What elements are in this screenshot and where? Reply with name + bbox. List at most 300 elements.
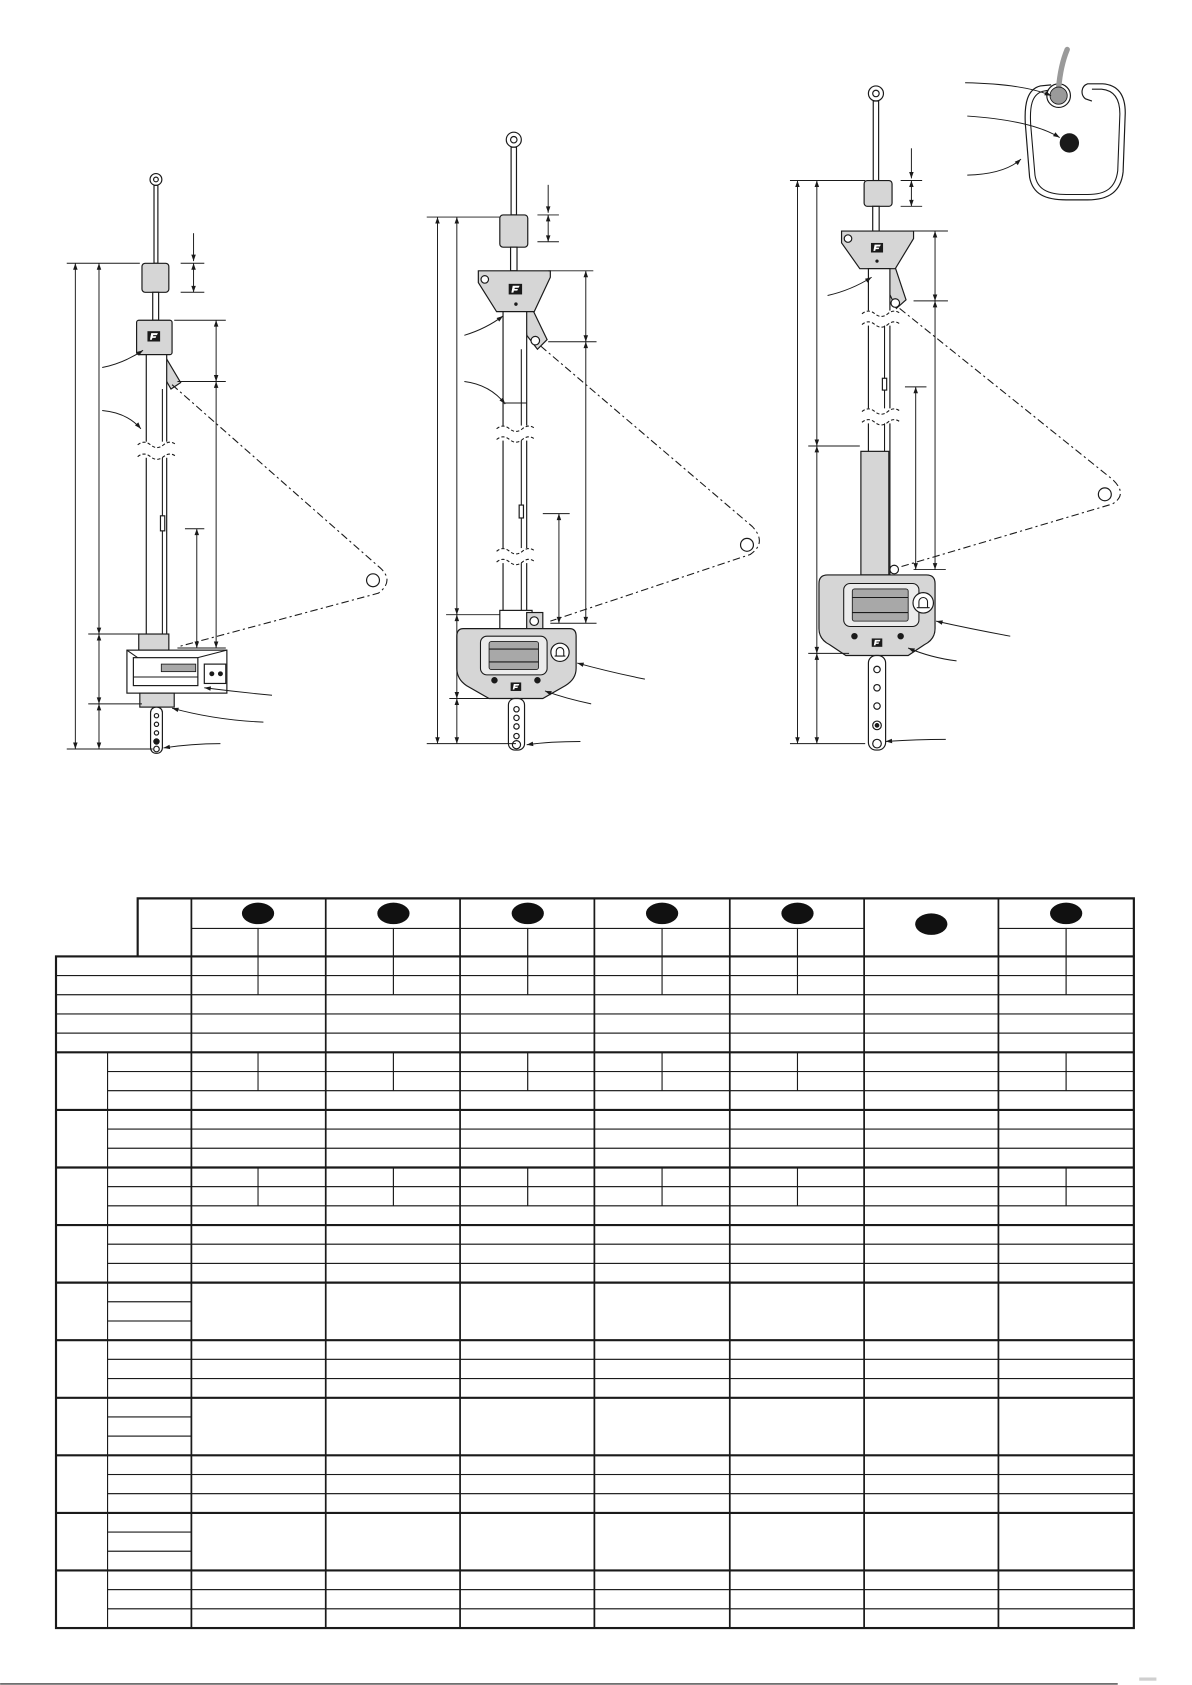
table-cell <box>460 1225 594 1244</box>
table-cell <box>258 1072 326 1091</box>
row-label-cell <box>56 976 191 995</box>
table-cell <box>460 1398 594 1456</box>
table-cell <box>326 1455 460 1474</box>
forestay-wire <box>154 185 158 263</box>
table-cell <box>326 1206 460 1225</box>
guide-roller <box>209 671 214 676</box>
table-cell <box>998 1340 1133 1359</box>
swivel-shaft <box>511 247 517 271</box>
table-cell <box>864 1455 998 1474</box>
table-cell <box>326 1513 460 1571</box>
table-cell <box>864 1513 998 1571</box>
row-label-cell <box>108 1379 192 1398</box>
table-cell <box>594 1014 729 1033</box>
table-cell <box>864 1379 998 1398</box>
strap-hole <box>154 714 158 718</box>
table-cell <box>730 1206 864 1225</box>
table-cell <box>998 1494 1133 1513</box>
tack-hole <box>530 617 539 626</box>
row-label-cell <box>108 1302 192 1321</box>
strap-hole <box>154 746 160 752</box>
table-cell <box>998 1455 1133 1474</box>
drum-view <box>852 589 908 621</box>
row-label-cell <box>108 1455 192 1474</box>
table-cell <box>326 1340 460 1359</box>
table-cell <box>998 1206 1133 1225</box>
top-eye-hole <box>154 177 159 182</box>
housing-screw <box>534 677 540 683</box>
table-cell <box>326 1379 460 1398</box>
leader-line <box>163 744 220 748</box>
table-cell <box>730 1609 864 1628</box>
table-cell <box>730 1359 864 1378</box>
row-label-cell <box>56 1014 191 1033</box>
table-cell <box>864 1398 998 1456</box>
table-cell <box>191 1283 325 1341</box>
table-cell <box>998 1110 1133 1129</box>
table-cell <box>460 956 528 975</box>
table-cell <box>864 1129 998 1148</box>
model-subheader-cell <box>730 928 798 956</box>
table-cell <box>191 1167 258 1186</box>
table-cell <box>864 1167 998 1186</box>
table-cell <box>528 976 595 995</box>
table-cell <box>662 1052 730 1071</box>
table-cell <box>326 1475 460 1494</box>
table-cell <box>326 1609 460 1628</box>
table-cell <box>730 956 798 975</box>
table-cell <box>191 976 258 995</box>
table-cell <box>326 1072 394 1091</box>
feeder-section <box>861 451 889 575</box>
foil-section <box>146 355 166 637</box>
model-badge-icon <box>915 913 947 934</box>
table-cell <box>326 1359 460 1378</box>
table-cell <box>1066 1187 1134 1206</box>
table-cell <box>1066 1167 1134 1186</box>
table-cell <box>191 1148 325 1167</box>
table-cell <box>460 1379 594 1398</box>
table-cell <box>864 1052 998 1071</box>
table-cell <box>594 1091 729 1110</box>
table-cell <box>730 1263 864 1282</box>
table-cell <box>998 1033 1133 1052</box>
model-subheader-cell <box>326 928 394 956</box>
row-label-cell <box>108 1072 192 1091</box>
leader-line <box>577 663 645 679</box>
table-cell <box>730 1091 864 1110</box>
table-cell <box>460 995 594 1014</box>
leader-line <box>545 691 591 704</box>
foil-break-gap <box>497 426 536 441</box>
drum-base-plate <box>140 693 174 707</box>
table-cell <box>191 1590 325 1609</box>
group-label-cell <box>56 1283 108 1341</box>
table-cell <box>460 1148 594 1167</box>
table-cell <box>191 1263 325 1282</box>
row-label-cell <box>108 1321 192 1340</box>
table-cell <box>191 1379 325 1398</box>
model-subheader-cell <box>797 928 864 956</box>
row-label-cell <box>108 1283 192 1302</box>
housing-screw <box>491 677 497 683</box>
swivel-shaft <box>153 292 159 320</box>
table-cell <box>258 976 326 995</box>
table-cell <box>191 1033 325 1052</box>
strap-hole <box>154 722 158 726</box>
table-cell <box>191 1052 258 1071</box>
table-cell <box>998 1513 1133 1571</box>
table-cell <box>460 1340 594 1359</box>
table-cell <box>326 956 394 975</box>
table-cell <box>998 1609 1133 1628</box>
forestay-wire <box>873 101 878 181</box>
table-cell <box>393 1187 460 1206</box>
sail-outline <box>541 346 760 621</box>
table-cell <box>326 1033 460 1052</box>
table-cell <box>864 1590 998 1609</box>
model-badge-icon <box>377 903 409 924</box>
table-cell <box>1066 976 1134 995</box>
row-label-cell <box>108 1244 192 1263</box>
table-cell <box>594 1110 729 1129</box>
strap-hole <box>514 715 519 720</box>
brand-logo-icon <box>511 682 522 691</box>
table-cell <box>191 1494 325 1513</box>
footer-mark <box>1139 1677 1156 1680</box>
table-cell <box>730 1033 864 1052</box>
table-cell <box>730 1072 798 1091</box>
strap-hole <box>514 707 519 712</box>
table-cell <box>594 1283 729 1341</box>
strap-hole <box>874 685 880 691</box>
table-cell <box>191 1340 325 1359</box>
table-cell <box>730 1475 864 1494</box>
sail-outline <box>172 385 387 647</box>
table-cell <box>326 1244 460 1263</box>
table-cell <box>864 995 998 1014</box>
table-cell <box>730 1148 864 1167</box>
table-cell <box>1066 956 1134 975</box>
table-cell <box>594 1359 729 1378</box>
table-cell <box>326 976 394 995</box>
table-cell <box>730 1167 798 1186</box>
brand-logo-icon <box>509 284 522 295</box>
model-subheader-cell <box>191 928 258 956</box>
table-cell <box>998 1398 1133 1456</box>
row-label-cell <box>108 1532 192 1551</box>
table-cell <box>460 1167 528 1186</box>
table-cell <box>594 1340 729 1359</box>
table-cell <box>594 1052 662 1071</box>
table-cell <box>528 1072 595 1091</box>
table-cell <box>662 1072 730 1091</box>
foil-break-gap <box>862 408 901 423</box>
table-cell <box>998 1014 1133 1033</box>
table-cell <box>797 1072 864 1091</box>
leader-line <box>172 708 263 722</box>
table-cell <box>864 1244 998 1263</box>
table-cell <box>460 1513 594 1571</box>
table-cell <box>258 1052 326 1071</box>
table-cell <box>864 1570 998 1589</box>
swivel-ear-hole <box>481 276 489 284</box>
table-cell <box>662 1187 730 1206</box>
sail-outline <box>899 308 1121 567</box>
table-cell <box>730 995 864 1014</box>
table-cell <box>998 1263 1133 1282</box>
table-cell <box>191 1570 325 1589</box>
group-label-cell <box>56 1455 108 1513</box>
table-cell <box>326 1187 394 1206</box>
leader-line <box>464 316 503 335</box>
table-cell <box>460 1187 528 1206</box>
tack-hole <box>890 565 899 574</box>
top-eye-hole <box>511 136 517 142</box>
table-cell <box>864 1340 998 1359</box>
table-cell <box>191 1475 325 1494</box>
table-cell <box>326 1494 460 1513</box>
table-cell <box>730 1513 864 1571</box>
table-cell <box>191 1225 325 1244</box>
row-label-cell <box>108 1263 192 1282</box>
table-cell <box>594 1609 729 1628</box>
table-cell <box>326 1110 460 1129</box>
table-cell <box>730 1129 864 1148</box>
table-cell <box>594 1590 729 1609</box>
row-label-cell <box>108 1590 192 1609</box>
foil-break-gap <box>862 311 901 326</box>
table-cell <box>326 1263 460 1282</box>
tab-hole <box>891 299 900 308</box>
table-cell <box>998 1129 1133 1148</box>
table-cell <box>326 1570 460 1589</box>
model-subheader-cell <box>662 928 730 956</box>
table-cell <box>730 1590 864 1609</box>
brand-logo-icon <box>872 638 883 647</box>
furler-diagram-middle <box>427 132 760 750</box>
table-cell <box>460 1014 594 1033</box>
luff-tape-end <box>519 505 523 518</box>
table-cell <box>191 995 325 1014</box>
table-cell <box>326 1590 460 1609</box>
brand-logo-icon <box>147 331 160 341</box>
table-cell <box>460 1052 528 1071</box>
row-label-cell <box>56 1033 191 1052</box>
table-cell <box>326 1225 460 1244</box>
guide-roller <box>218 671 223 676</box>
table-cell <box>191 1455 325 1474</box>
foil-section <box>503 312 527 613</box>
table-cell <box>460 1590 594 1609</box>
row-label-cell <box>108 1110 192 1129</box>
row-label-cell <box>108 1052 192 1071</box>
leader-line <box>936 621 1010 636</box>
table-cell <box>864 1014 998 1033</box>
table-cell <box>797 976 864 995</box>
row-label-cell <box>108 1148 192 1167</box>
table-cell <box>460 1475 594 1494</box>
group-label-cell <box>56 1167 108 1225</box>
model-badge-icon <box>1050 903 1082 924</box>
table-cell <box>326 1052 394 1071</box>
table-cell <box>864 1283 998 1341</box>
tack-swivel <box>139 634 169 650</box>
table-cell <box>864 1187 998 1206</box>
group-label-cell <box>56 1570 108 1628</box>
model-subheader-cell <box>460 928 528 956</box>
furler-diagram-left <box>67 174 387 754</box>
table-cell <box>864 1263 998 1282</box>
table-cell <box>998 1187 1066 1206</box>
clew-ring <box>1098 488 1111 501</box>
table-cell <box>594 1167 662 1186</box>
table-cell <box>594 1072 662 1091</box>
swivel-ear-hole <box>844 235 852 243</box>
row-label-cell <box>108 1398 192 1417</box>
group-label-cell <box>56 1398 108 1456</box>
housing-screw <box>851 633 857 639</box>
table-cell <box>528 1052 595 1071</box>
model-badge-icon <box>512 903 544 924</box>
table-cell <box>594 1244 729 1263</box>
table-cell <box>191 1206 325 1225</box>
table-cell <box>864 1148 998 1167</box>
leader-line <box>967 159 1021 175</box>
model-subheader-cell <box>528 928 595 956</box>
table-cell <box>191 1129 325 1148</box>
strap-hole <box>874 703 880 709</box>
table-cell <box>594 1379 729 1398</box>
table-cell <box>326 1148 460 1167</box>
table-cell <box>460 976 528 995</box>
row-label-cell <box>108 1187 192 1206</box>
table-cell <box>730 1244 864 1263</box>
leader-line <box>102 411 141 429</box>
table-cell <box>191 1187 258 1206</box>
table-cell <box>326 1167 394 1186</box>
strap-pin <box>153 738 159 744</box>
table-cell <box>998 1475 1133 1494</box>
table-cell <box>460 1129 594 1148</box>
table-cell <box>864 1494 998 1513</box>
table-cell <box>393 1072 460 1091</box>
tab-hole <box>531 336 540 345</box>
table-cell <box>393 1167 460 1186</box>
table-cell <box>730 1570 864 1589</box>
leader-line <box>886 739 946 741</box>
drum-view <box>489 642 538 670</box>
table-cell <box>594 1148 729 1167</box>
row-label-cell <box>108 1417 192 1436</box>
table-cell <box>662 976 730 995</box>
table-cell <box>662 1167 730 1186</box>
model-badge-icon <box>781 903 813 924</box>
table-cell <box>191 1014 325 1033</box>
table-cell <box>1066 1072 1134 1091</box>
table-cell <box>864 1475 998 1494</box>
row-label-cell <box>108 1359 192 1378</box>
table-cell <box>326 1014 460 1033</box>
foil-break-gap <box>497 548 536 563</box>
table-cell <box>594 1455 729 1474</box>
table-cell <box>998 976 1066 995</box>
table-cell <box>191 1513 325 1571</box>
group-label-cell <box>56 1110 108 1168</box>
table-cell <box>864 1110 998 1129</box>
housing-screw <box>897 633 903 639</box>
table-cell <box>730 1110 864 1129</box>
table-cell <box>393 976 460 995</box>
table-cell <box>460 1494 594 1513</box>
table-cell <box>326 1398 460 1456</box>
group-label-cell <box>56 1513 108 1571</box>
table-cell <box>594 1206 729 1225</box>
table-cell <box>191 956 258 975</box>
row-label-cell <box>108 1513 192 1532</box>
table-cell <box>730 1014 864 1033</box>
table-cell <box>191 1609 325 1628</box>
table-cell <box>662 956 730 975</box>
table-cell <box>998 1359 1133 1378</box>
table-cell <box>998 1379 1133 1398</box>
model-badge-icon <box>242 903 274 924</box>
table-cell <box>460 1283 594 1341</box>
table-cell <box>730 976 798 995</box>
leader-line <box>527 741 581 744</box>
table-cell <box>797 1052 864 1071</box>
table-cell <box>594 1263 729 1282</box>
row-label-cell <box>108 1129 192 1148</box>
table-cell <box>594 1187 662 1206</box>
table-cell <box>730 1494 864 1513</box>
row-label-cell <box>56 995 191 1014</box>
table-cell <box>797 956 864 975</box>
swivel-rivet <box>514 302 517 305</box>
row-label-cell <box>108 1551 192 1570</box>
table-cell <box>730 1340 864 1359</box>
table-cell <box>730 1225 864 1244</box>
table-cell <box>191 1359 325 1378</box>
row-label-cell <box>108 1206 192 1225</box>
table-cell <box>528 1167 595 1186</box>
table-cell <box>460 1570 594 1589</box>
model-badge-icon <box>646 903 678 924</box>
table-cell <box>528 956 595 975</box>
table-cell <box>460 1263 594 1282</box>
table-cell <box>730 1379 864 1398</box>
table-cell <box>594 1033 729 1052</box>
table-cell <box>594 1225 729 1244</box>
table-cell <box>864 1359 998 1378</box>
table-cell <box>460 1091 594 1110</box>
table-cell <box>258 1167 326 1186</box>
group-label-cell <box>56 1052 108 1110</box>
luff-tape-end <box>882 378 886 390</box>
strap-hole <box>512 741 520 749</box>
group-label-cell <box>56 1225 108 1283</box>
row-label-cell <box>108 1436 192 1455</box>
swivel-rivet <box>875 260 878 263</box>
spool-line-wrap <box>161 664 195 672</box>
table-cell <box>864 1091 998 1110</box>
table-cell <box>594 995 729 1014</box>
table-cell <box>594 1398 729 1456</box>
strap-hole <box>873 739 882 748</box>
row-label-cell <box>108 1570 192 1589</box>
strap-pin <box>875 723 880 728</box>
table-cell <box>191 1398 325 1456</box>
